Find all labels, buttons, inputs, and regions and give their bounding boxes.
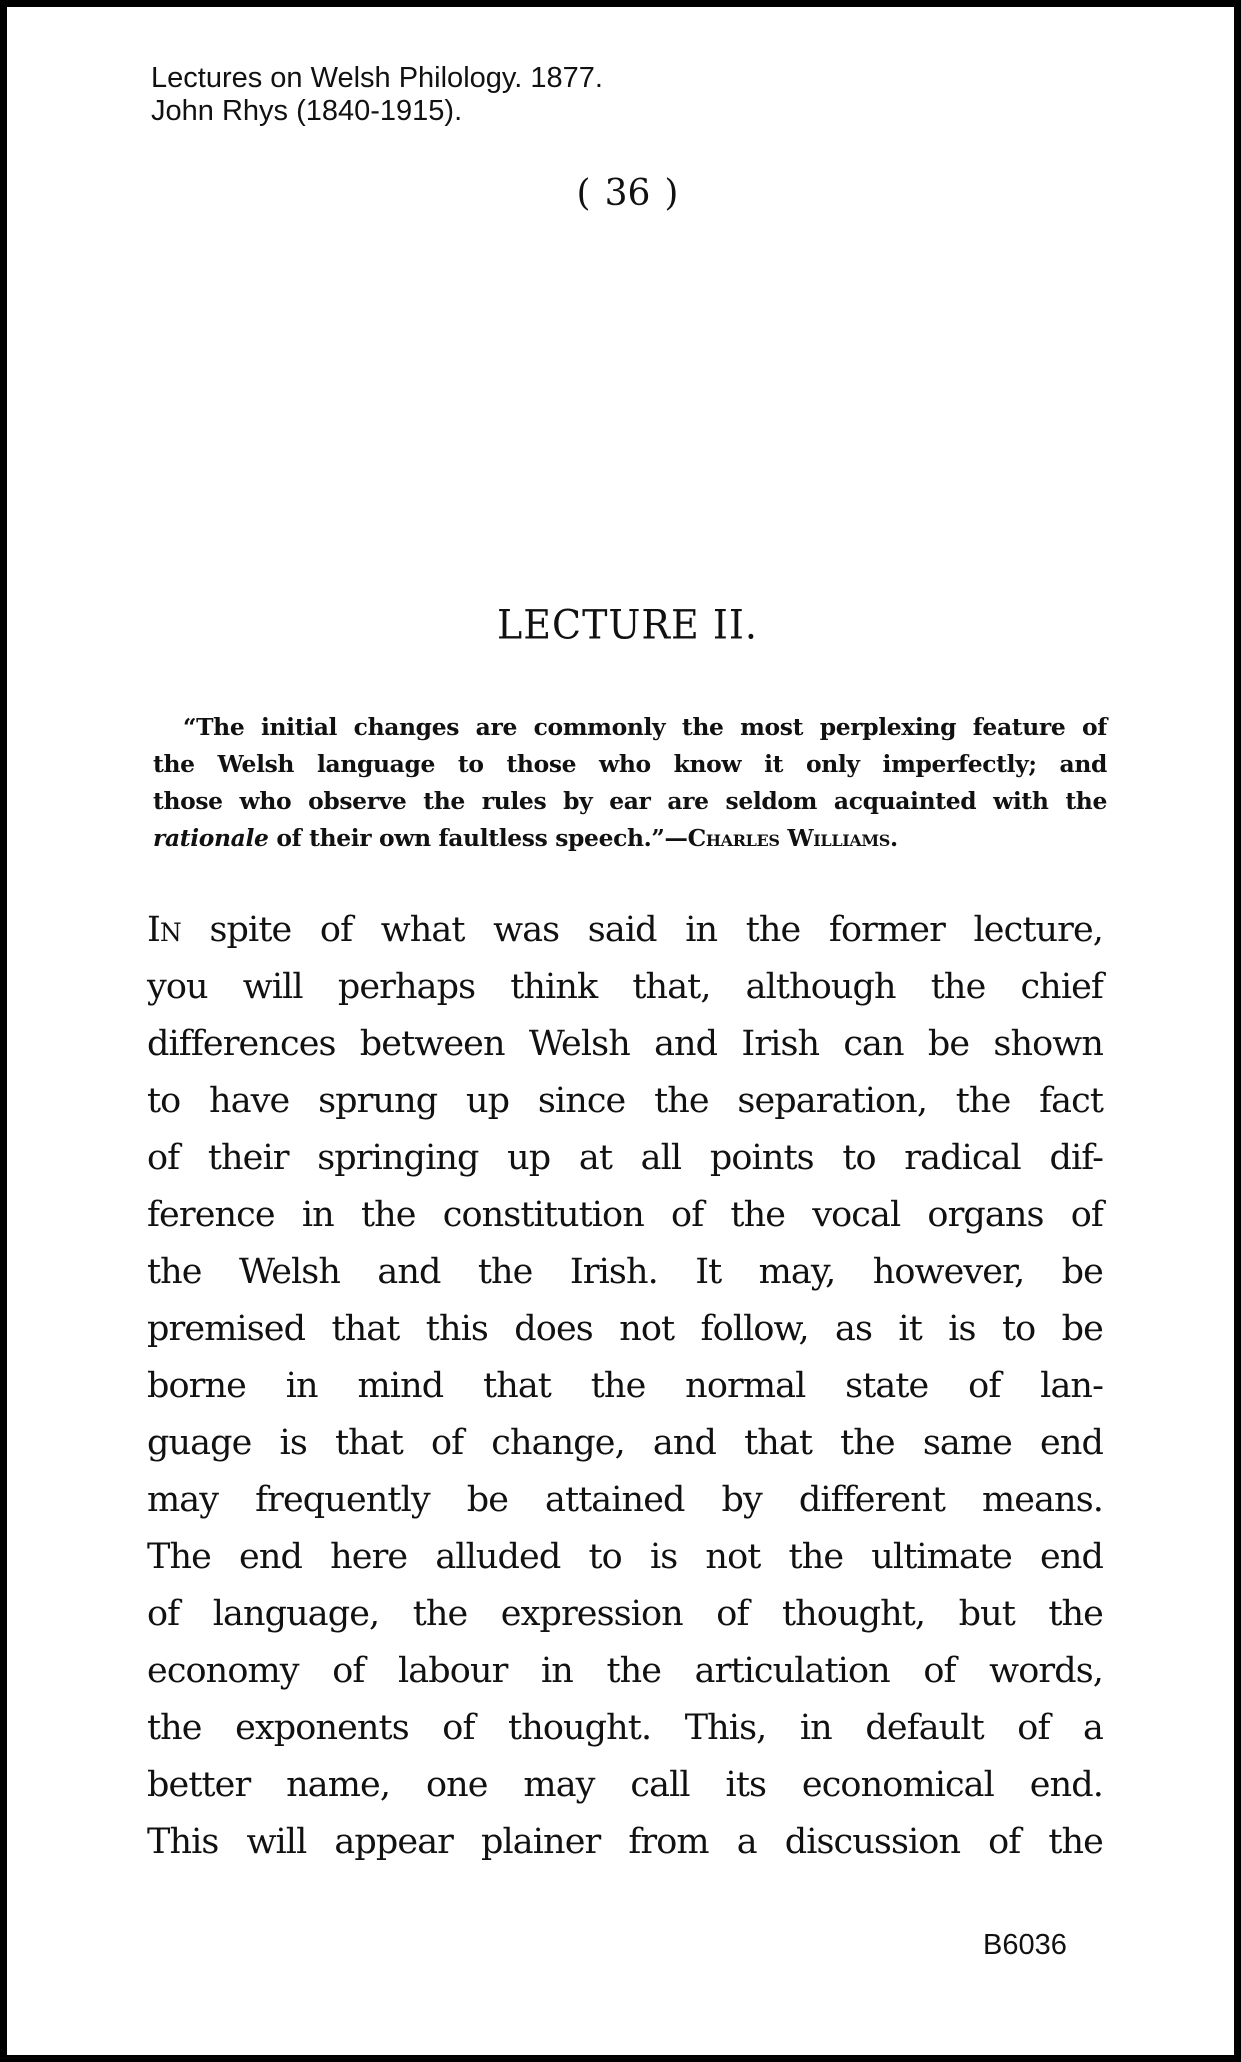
- epigraph-line: the Welsh language to those who know it only imperfectly; and: [153, 750, 1107, 778]
- body-line: better name, one may call its economical end.: [147, 1765, 1103, 1805]
- page-number: [7, 173, 1241, 214]
- epigraph-line: “The initial changes are commonly the most perplexing feature of: [183, 713, 1107, 741]
- epigraph: [153, 709, 1107, 857]
- body-line: of language, the expression of thought, but the: [147, 1594, 1103, 1634]
- page-number-open-paren: (: [576, 173, 591, 214]
- lecture-title: LECTURE II.: [497, 601, 758, 649]
- epigraph-italic-word: rationale: [153, 824, 269, 852]
- header-author-line: John Rhys (1840-1915).: [151, 95, 463, 127]
- body-line: the exponents of thought. This, in default of a: [147, 1708, 1103, 1748]
- epigraph-last-line: [153, 820, 1107, 857]
- body-line: the Welsh and the Irish. It may, however, be: [147, 1252, 1103, 1292]
- epigraph-line: those who observe the rules by ear are seldom acquainted with the: [153, 787, 1107, 815]
- body-line: guage is that of change, and that the same end: [147, 1423, 1103, 1463]
- header-title-line: Lectures on Welsh Philology. 1877.: [151, 62, 603, 94]
- body-line: of their springing up at all points to radical dif-: [147, 1138, 1103, 1178]
- body-line: The end here alluded to is not the ultimate end: [147, 1537, 1103, 1577]
- page-number-close-paren: ): [664, 173, 679, 214]
- body-line: [147, 902, 1103, 959]
- body-first-line-text: spite of what was said in the former lecture,: [180, 910, 1103, 950]
- body-line: borne in mind that the normal state of lan-: [147, 1366, 1103, 1406]
- body-line: to have sprung up since the separation, the fact: [147, 1081, 1103, 1121]
- body-line: economy of labour in the articulation of words,: [147, 1651, 1103, 1691]
- body-line: you will perhaps think that, although the chief: [147, 967, 1103, 1007]
- body-line: may frequently be attained by different means.: [147, 1480, 1103, 1520]
- header-note: [151, 62, 603, 128]
- catalog-code: B6036: [983, 1929, 1067, 1961]
- epigraph-last-line-text: of their own faultless speech.”—: [268, 824, 688, 852]
- body-line: This will appear plainer from a discussion of the: [147, 1822, 1103, 1862]
- epigraph-author: Charles Williams.: [687, 824, 898, 852]
- body-line: differences between Welsh and Irish can be shown: [147, 1024, 1103, 1064]
- body-initial-word: In: [147, 910, 181, 950]
- body-line: premised that this does not follow, as it is to be: [147, 1309, 1103, 1349]
- body-line: ference in the constitution of the vocal organs of: [147, 1195, 1103, 1235]
- page-number-value: 36: [604, 173, 651, 214]
- body-text: [147, 902, 1103, 1871]
